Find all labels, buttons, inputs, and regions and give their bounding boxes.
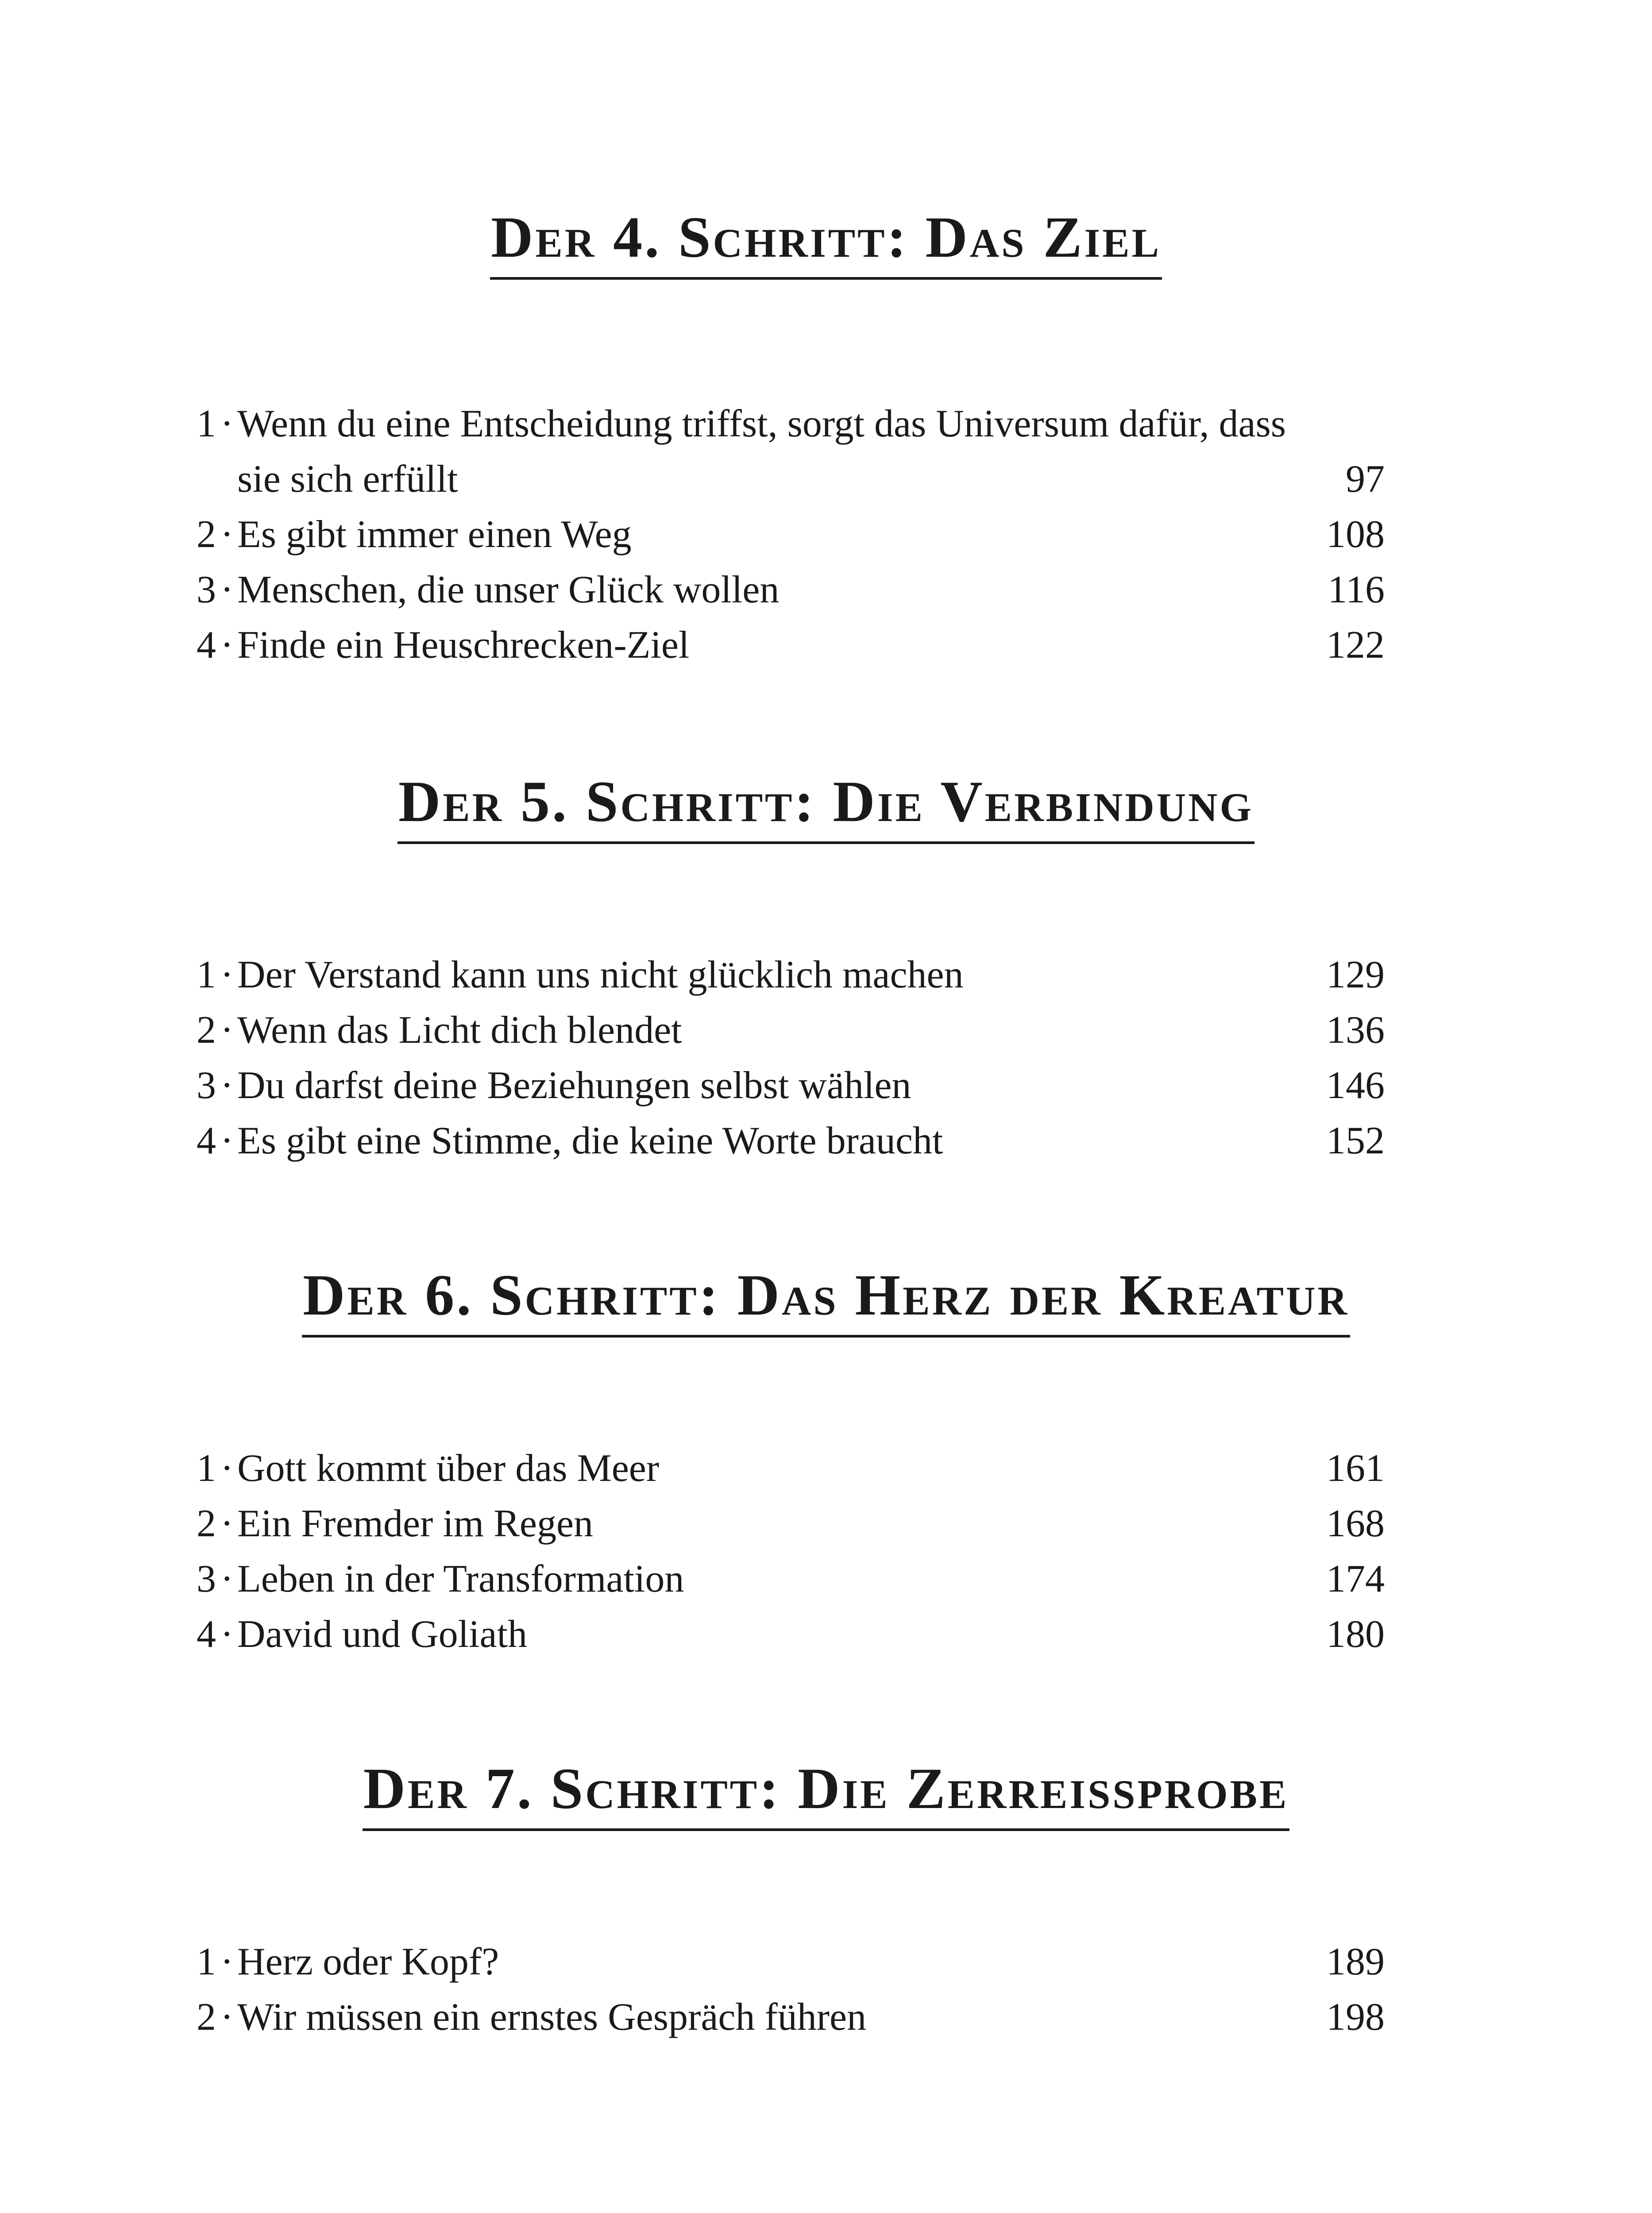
toc-list xyxy=(194,1441,1385,1662)
entry-number: 3 xyxy=(197,1558,216,1600)
entry-number: 1 xyxy=(197,1940,216,1983)
toc-entry xyxy=(194,507,1385,562)
toc-entry xyxy=(194,1002,1385,1058)
toc-entry xyxy=(194,617,1385,673)
entry-page-number: 108 xyxy=(1326,513,1385,556)
entry-separator: · xyxy=(220,1558,234,1600)
entry-number: 2 xyxy=(197,1502,216,1545)
entry-separator: · xyxy=(220,624,234,667)
entry-number: 4 xyxy=(197,624,216,667)
toc-list xyxy=(194,1934,1385,2045)
entry-title: Herz oder Kopf? xyxy=(237,1940,499,1983)
entry-title: Du darfst deine Beziehungen selbst wählen xyxy=(237,1064,911,1107)
entry-number: 1 xyxy=(197,953,216,996)
toc-section-6 xyxy=(0,1262,1652,1338)
entry-page-number: 129 xyxy=(1326,953,1385,996)
entry-title: Leben in der Transformation xyxy=(237,1558,684,1600)
entry-page-number: 161 xyxy=(1326,1447,1385,1490)
entry-separator: · xyxy=(220,1502,234,1545)
entry-page-number: 152 xyxy=(1326,1119,1385,1162)
entry-title: Finde ein Heuschrecken-Ziel xyxy=(237,624,690,667)
entry-number: 4 xyxy=(197,1119,216,1162)
toc-section-4 xyxy=(0,204,1652,280)
entry-page-number: 97 xyxy=(1346,458,1385,501)
entry-number: 1 xyxy=(197,1447,216,1490)
toc-entry xyxy=(194,396,1385,507)
entry-title: Der Verstand kann uns nicht glücklich machen xyxy=(237,953,964,996)
toc-section-5 xyxy=(0,769,1652,844)
toc-entry xyxy=(194,562,1385,617)
entry-number: 2 xyxy=(197,1996,216,2039)
entry-title: David und Goliath xyxy=(237,1613,528,1656)
entry-separator: · xyxy=(220,1009,234,1052)
entry-title: Ein Fremder im Regen xyxy=(237,1502,594,1545)
toc-entry xyxy=(194,1551,1385,1607)
entry-separator: · xyxy=(220,568,234,611)
entry-page-number: 136 xyxy=(1326,1009,1385,1052)
entry-title: Wenn du eine Entscheidung triffst, sorgt das Universum dafür, dass sie sich erfüllt xyxy=(237,402,1286,501)
entry-page-number: 122 xyxy=(1326,624,1385,667)
entry-separator: · xyxy=(220,1613,234,1656)
entry-number: 3 xyxy=(197,1064,216,1107)
entry-page-number: 174 xyxy=(1326,1558,1385,1600)
toc-entry xyxy=(194,1496,1385,1551)
toc-entry xyxy=(194,1607,1385,1662)
toc-entry xyxy=(194,1989,1385,2045)
entry-page-number: 189 xyxy=(1326,1940,1385,1983)
entry-title: Wir müssen ein ernstes Gespräch führen xyxy=(237,1996,867,2039)
entry-number: 1 xyxy=(197,402,216,445)
entry-separator: · xyxy=(220,402,234,445)
toc-list xyxy=(194,947,1385,1168)
entry-title: Es gibt immer einen Weg xyxy=(237,513,632,556)
entry-title: Gott kommt über das Meer xyxy=(237,1447,660,1490)
entry-page-number: 198 xyxy=(1326,1996,1385,2039)
section-heading: Der 6. Schritt: Das Herz der Kreatur xyxy=(302,1266,1350,1338)
entry-separator: · xyxy=(220,1119,234,1162)
toc-entry xyxy=(194,947,1385,1002)
entry-number: 4 xyxy=(197,1613,216,1656)
entry-number: 2 xyxy=(197,1009,216,1052)
entry-separator: · xyxy=(220,513,234,556)
section-heading: Der 4. Schritt: Das Ziel xyxy=(490,208,1162,280)
entry-separator: · xyxy=(220,1447,234,1490)
entry-page-number: 116 xyxy=(1328,568,1385,611)
toc-section-7 xyxy=(0,1756,1652,1831)
toc-entry xyxy=(194,1058,1385,1113)
section-heading: Der 5. Schritt: Die Verbindung xyxy=(398,772,1254,844)
entry-separator: · xyxy=(220,1940,234,1983)
section-heading: Der 7. Schritt: Die Zerreissprobe xyxy=(363,1759,1290,1831)
entry-page-number: 146 xyxy=(1326,1064,1385,1107)
entry-separator: · xyxy=(220,1996,234,2039)
toc-entry xyxy=(194,1934,1385,1989)
entry-separator: · xyxy=(220,953,234,996)
toc-entry xyxy=(194,1441,1385,1496)
entry-page-number: 180 xyxy=(1326,1613,1385,1656)
entry-title: Wenn das Licht dich blendet xyxy=(237,1009,682,1052)
toc-list xyxy=(194,396,1385,673)
entry-number: 3 xyxy=(197,568,216,611)
entry-number: 2 xyxy=(197,513,216,556)
entry-title: Es gibt eine Stimme, die keine Worte braucht xyxy=(237,1119,943,1162)
entry-title: Menschen, die unser Glück wollen xyxy=(237,568,780,611)
toc-entry xyxy=(194,1113,1385,1168)
entry-page-number: 168 xyxy=(1326,1502,1385,1545)
entry-separator: · xyxy=(220,1064,234,1107)
